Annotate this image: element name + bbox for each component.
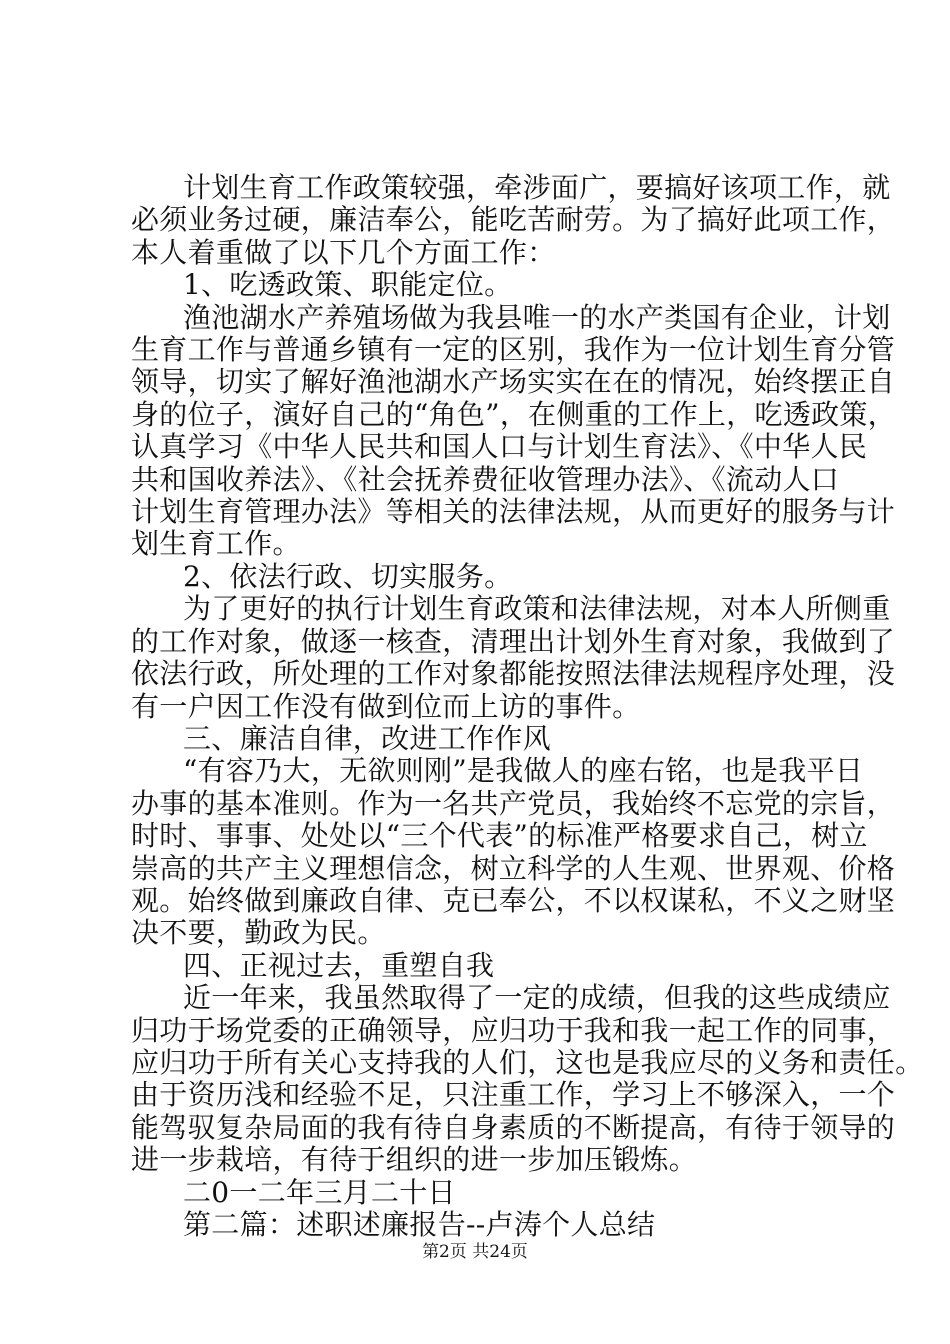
text-line: 必须业务过硬，廉洁奉公，能吃苦耐劳。为了搞好此项工作， <box>131 203 896 237</box>
document-body <box>131 171 924 1241</box>
text-line: 2、依法行政、切实服务。 <box>183 559 513 593</box>
text-line: 观。始终做到廉政自律、克已奉公，不以权谋私，不义之财坚 <box>131 883 896 917</box>
text-line: 进一步栽培，有待于组织的进一步加压锻炼。 <box>131 1143 698 1177</box>
text-line: 由于资历浅和经验不足，只注重工作，学习上不够深入，一个 <box>131 1078 896 1112</box>
text-line: 四、正视过去，重塑自我 <box>183 948 495 982</box>
text-line: 二0一二年三月二十日 <box>183 1175 456 1209</box>
text-line: “有容乃大，无欲则刚”是我做人的座右铭，也是我平日 <box>183 754 864 788</box>
text-line: 身的位子，演好自己的“角色”，在侧重的工作上，吃透政策， <box>131 397 897 431</box>
text-line: 为了更好的执行计划生育政策和法律法规，对本人所侧重 <box>183 592 891 626</box>
text-line: 应归功于所有关心支持我的人们，这也是我应尽的义务和责任。 <box>131 1045 924 1079</box>
text-line: 的工作对象，做逐一核查，清理出计划外生育对象，我做到了 <box>131 624 896 658</box>
text-line: 依法行政，所处理的工作对象都能按照法律法规程序处理，没 <box>131 657 896 691</box>
text-line: 归功于场党委的正确领导，应归功于我和我一起工作的同事， <box>131 1013 896 1047</box>
text-line: 计划生育管理办法》等相关的法律法规，从而更好的服务与计 <box>131 495 896 529</box>
text-line: 三、廉洁自律，改进工作作风 <box>183 721 551 755</box>
text-line: 第二篇：述职述廉报告--卢涛个人总结 <box>183 1208 656 1241</box>
text-line: 划生育工作。 <box>131 527 301 561</box>
text-line: 崇高的共产主义理想信念，树立科学的人生观、世界观、价格 <box>131 851 896 885</box>
text-line: 近一年来，我虽然取得了一定的成绩，但我的这些成绩应 <box>183 981 891 1015</box>
text-line: 渔池湖水产养殖场做为我县唯一的水产类国有企业，计划 <box>183 300 891 334</box>
text-line: 决不要，勤政为民。 <box>131 916 386 950</box>
text-line: 领导，切实了解好渔池湖水产场实实在在的情况，始终摆正自 <box>131 365 896 399</box>
page-footer: 第2页 共24页 <box>422 1242 528 1262</box>
text-line: 时时、事事、处处以“三个代表”的标准严格要求自己，树立 <box>131 819 868 853</box>
text-line: 有一户因工作没有做到位而上访的事件。 <box>131 689 641 723</box>
text-line: 1、吃透政策、职能定位。 <box>183 268 513 302</box>
text-line: 办事的基本准则。作为一名共产党员，我始终不忘党的宗旨， <box>131 786 896 820</box>
text-line: 计划生育工作政策较强，牵涉面广，要搞好该项工作，就 <box>183 171 891 204</box>
text-line: 本人着重做了以下几个方面工作： <box>131 235 556 269</box>
text-line: 生育工作与普通乡镇有一定的区别，我作为一位计划生育分管 <box>131 333 896 367</box>
text-line: 能驾驭复杂局面的我有待自身素质的不断提高，有待于领导的 <box>131 1110 896 1144</box>
text-line: 共和国收养法》、《社会抚养费征收管理办法》、《流动人口 <box>131 462 840 496</box>
text-line: 认真学习《中华人民共和国人口与计划生育法》、《中华人民 <box>131 430 868 464</box>
